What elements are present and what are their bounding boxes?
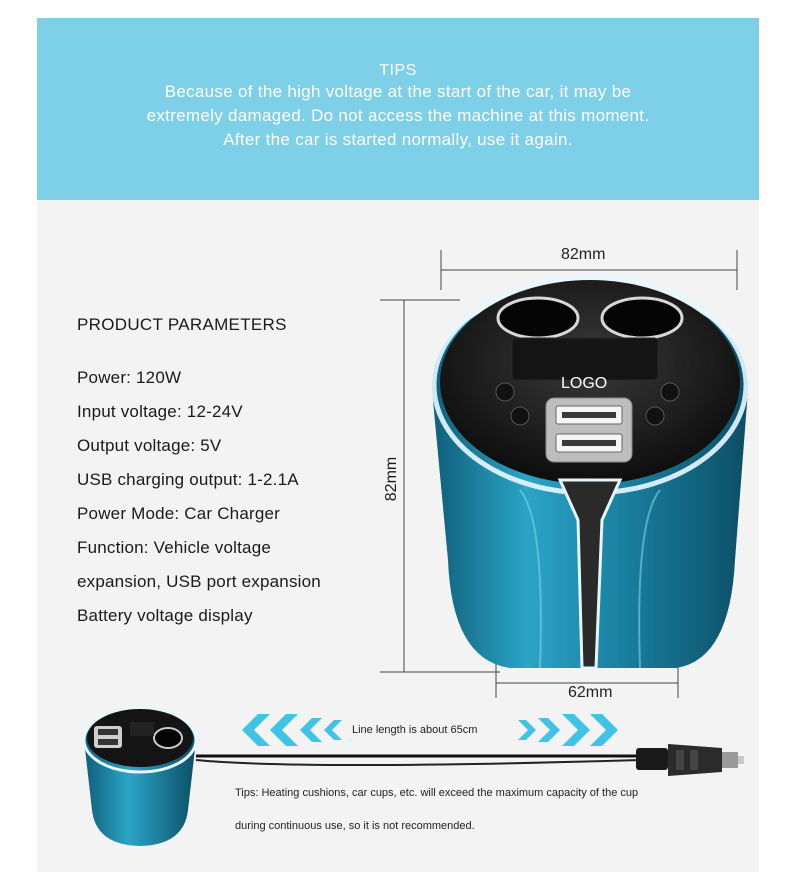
param-function-cont: expansion, USB port expansion bbox=[77, 572, 321, 591]
param-function: Function: Vehicle voltage bbox=[77, 538, 272, 557]
cigarette-plug bbox=[636, 744, 744, 776]
param-power: Power: 120W bbox=[77, 368, 182, 387]
dimension-height: 82mm bbox=[383, 456, 401, 502]
tips-line-3: After the car is started normally, use it again. bbox=[223, 130, 573, 149]
arrows-right bbox=[518, 714, 618, 746]
param-usb-output: USB charging output: 1-2.1A bbox=[77, 470, 299, 489]
param-input-voltage: Input voltage: 12-24V bbox=[77, 402, 243, 421]
bottom-tip-line-1: Tips: Heating cushions, car cups, etc. will exceed the maximum capacity of the cup bbox=[235, 787, 639, 799]
dimension-top-width: 82mm bbox=[561, 246, 606, 263]
car-charger-main bbox=[432, 277, 748, 668]
cable-length-label: Line length is about 65cm bbox=[352, 724, 478, 736]
param-battery-display: Battery voltage display bbox=[77, 606, 253, 625]
arrows-left bbox=[242, 714, 342, 746]
param-output-voltage: Output voltage: 5V bbox=[77, 436, 222, 455]
dimension-bottom-width: 62mm bbox=[568, 684, 613, 701]
bottom-tip-line-2: during continuous use, so it is not recommended. bbox=[235, 820, 475, 832]
tips-line-2: extremely damaged. Do not access the machine at this moment. bbox=[146, 106, 650, 125]
parameters-title: PRODUCT PARAMETERS bbox=[77, 315, 287, 334]
tips-line-1: Because of the high voltage at the start of the car, it may be bbox=[164, 82, 632, 101]
product-logo: LOGO bbox=[561, 375, 608, 392]
car-charger-small bbox=[84, 708, 196, 846]
param-power-mode: Power Mode: Car Charger bbox=[77, 504, 281, 523]
tips-title: TIPS bbox=[379, 62, 417, 79]
